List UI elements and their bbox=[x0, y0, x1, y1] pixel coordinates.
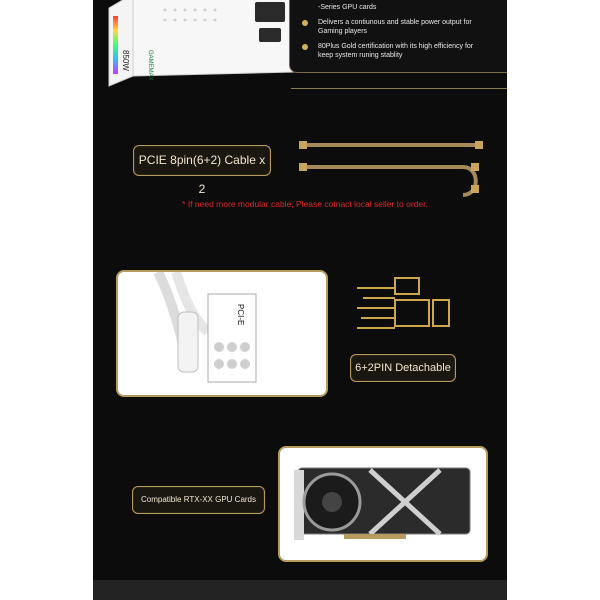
feature-text-1: -Series GPU cards bbox=[318, 4, 377, 11]
note-text: * If need more modular cable, Please cotnact local seller to order. bbox=[182, 199, 428, 209]
bullet-icon bbox=[302, 20, 308, 26]
connector-image bbox=[118, 272, 326, 395]
connector-text: PCI-E bbox=[236, 304, 245, 326]
detachable-label: 6+2PIN Detachable bbox=[350, 354, 456, 382]
gpu-image bbox=[280, 448, 486, 560]
psu-illustration bbox=[105, 0, 295, 88]
cable-image bbox=[295, 135, 495, 203]
divider bbox=[291, 88, 507, 89]
pin-diagram bbox=[357, 276, 457, 340]
bullet-icon bbox=[302, 44, 308, 50]
footer-band bbox=[93, 580, 507, 600]
pcie-cable-label: PCIE 8pin(6+2) Cable x 2 bbox=[133, 145, 271, 176]
connector-photo bbox=[116, 270, 328, 397]
feature-text-2: Delivers a contiunous and stable power output for Gaming players bbox=[318, 19, 472, 35]
psu-brand-text: GAMEMAX bbox=[147, 50, 153, 81]
gpu-photo bbox=[278, 446, 488, 562]
product-page-panel bbox=[93, 0, 507, 600]
feature-text-3: 80Plus Gold certification with its high efficiency for keep system runing stablity bbox=[318, 43, 474, 59]
psu-model-text: 850W bbox=[121, 50, 130, 71]
gpu-compat-label: Compatible RTX-XX GPU Cards bbox=[132, 486, 265, 514]
